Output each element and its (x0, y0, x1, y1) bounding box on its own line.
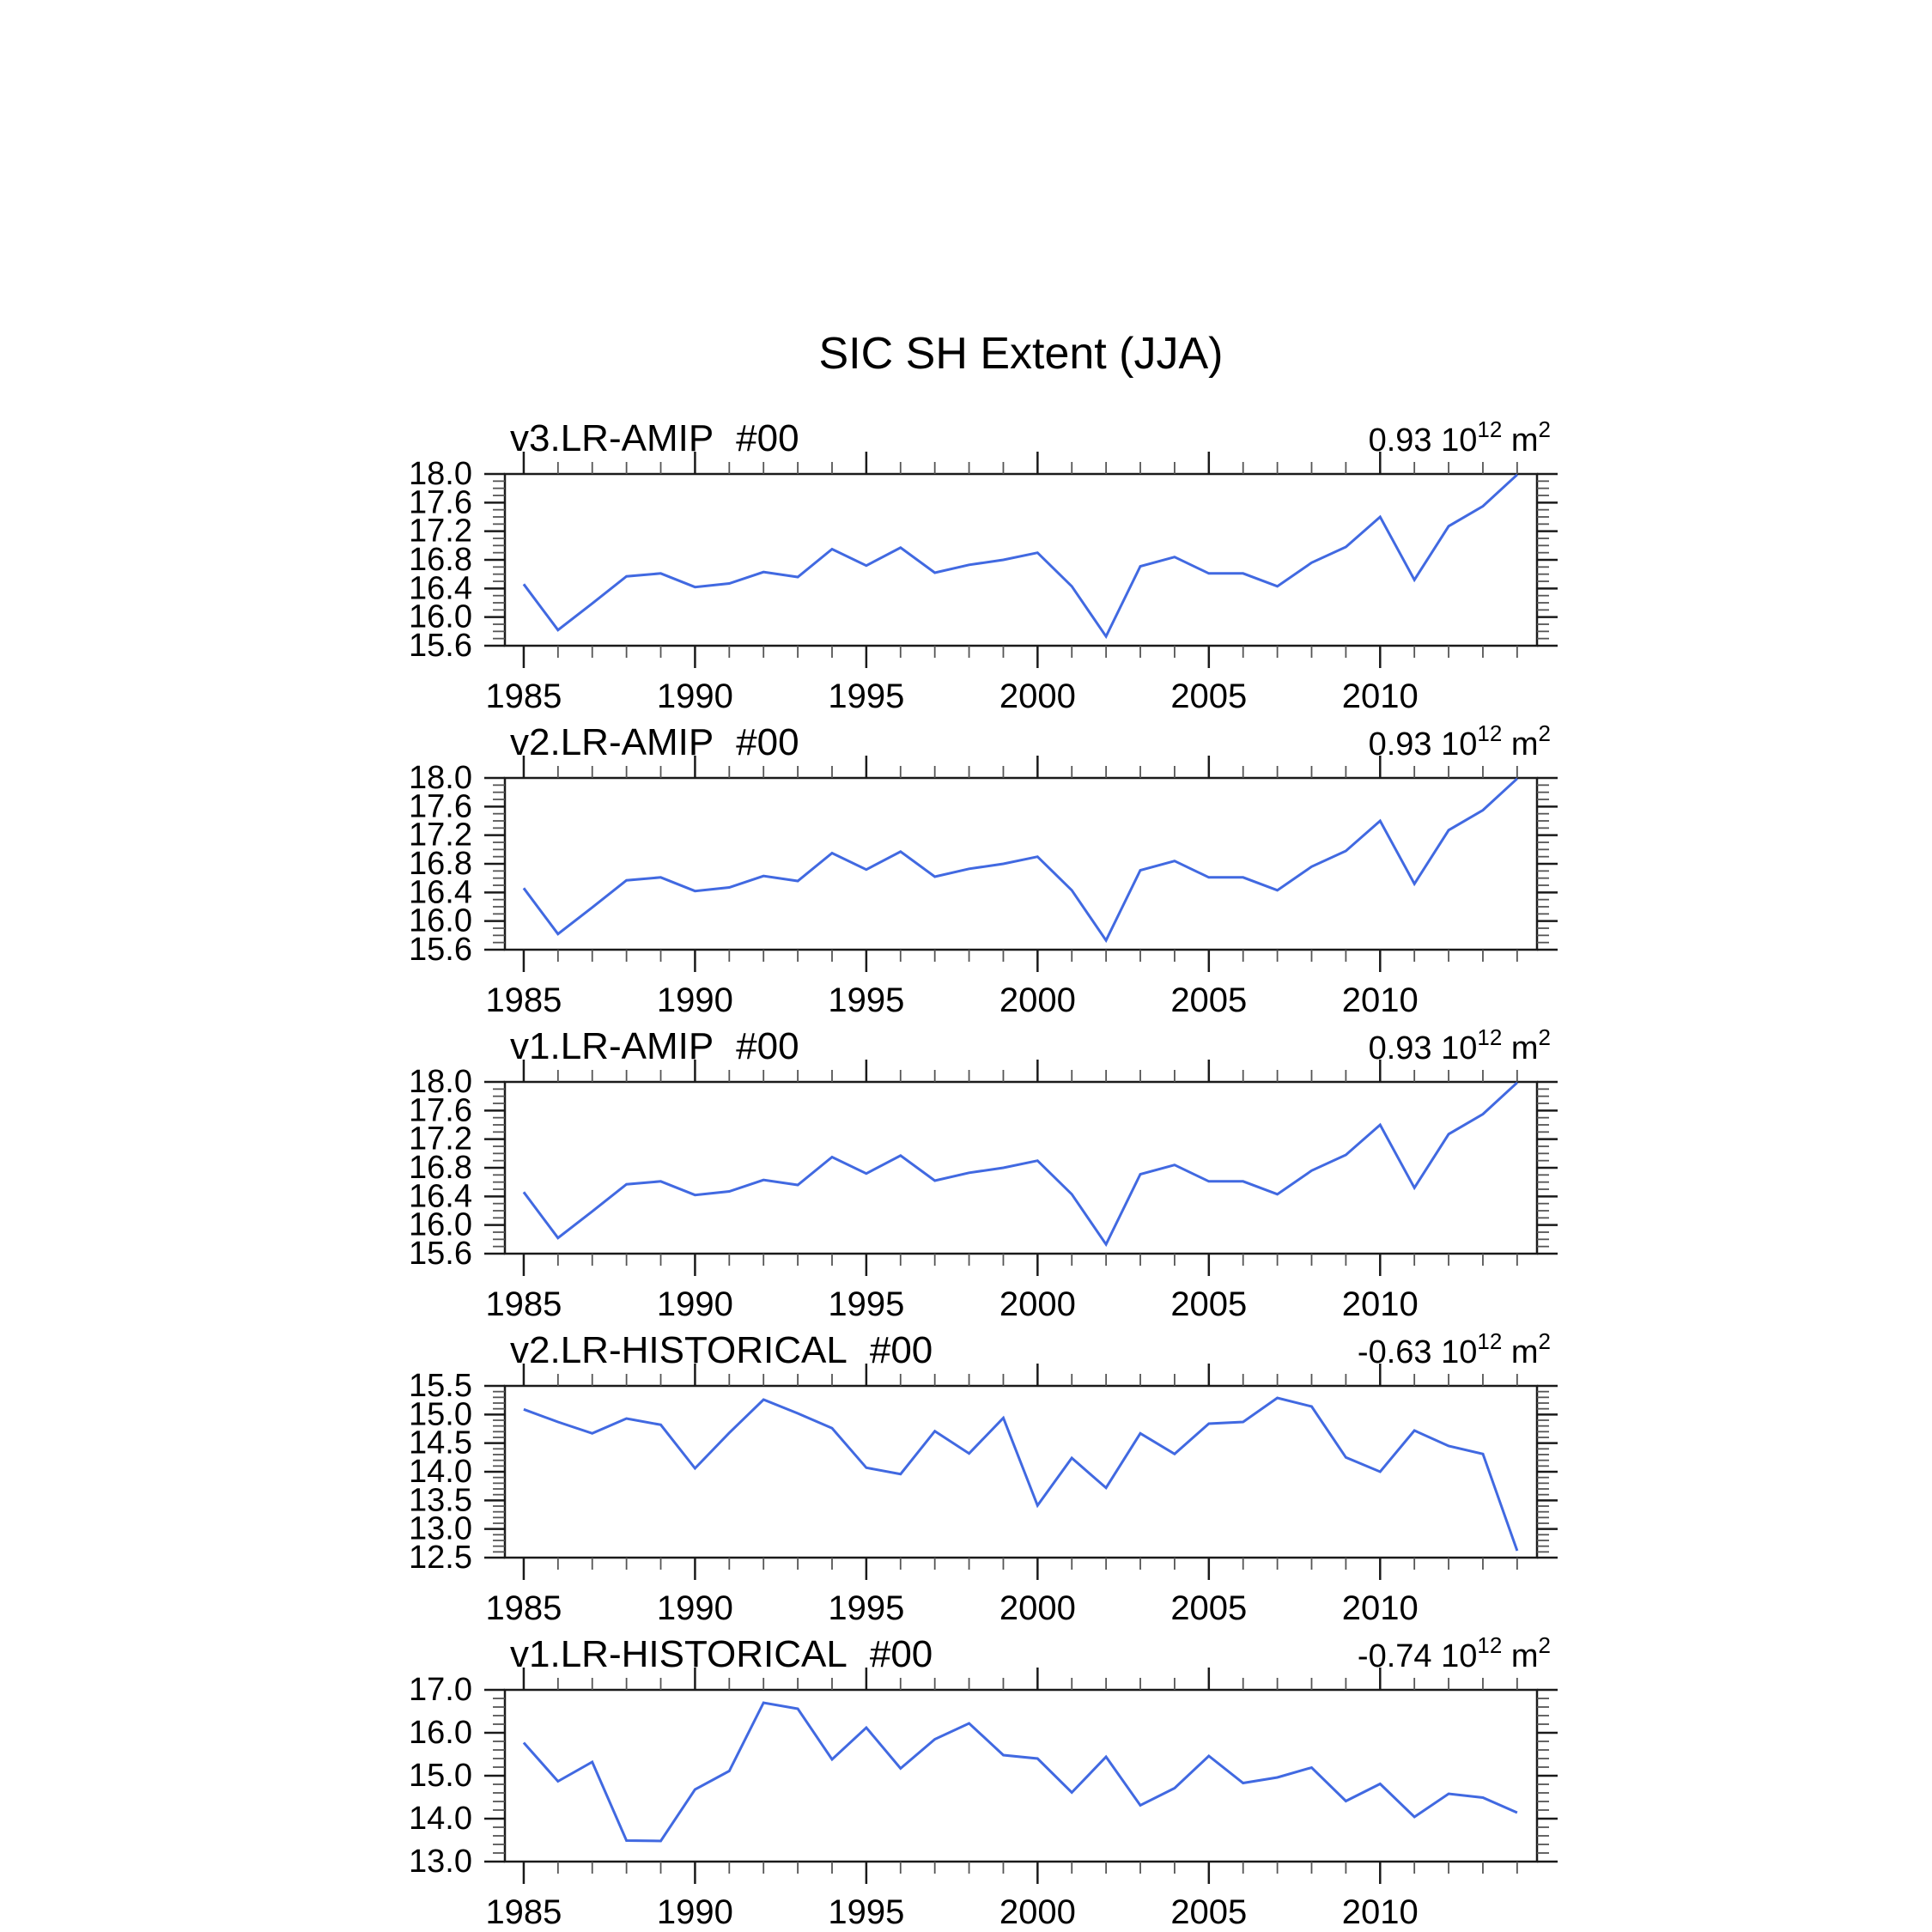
model-name: v2.LR-HISTORICAL (510, 1329, 848, 1371)
trend-base: 10 (1441, 1638, 1478, 1674)
x-tick-label: 1985 (485, 1285, 562, 1323)
x-tick-label: 2010 (1341, 981, 1419, 1019)
run-id: #00 (736, 721, 799, 763)
y-tick-label: 17.2 (409, 1121, 472, 1157)
trend-value: 0.93 (1368, 1030, 1432, 1066)
x-tick-label: 1985 (485, 1589, 562, 1627)
trend-exponent: 12 (1477, 1024, 1503, 1050)
x-tick-label: 1985 (485, 981, 562, 1019)
data-line-v3.LR-AMIP (524, 475, 1517, 636)
y-tick-label: 16.8 (409, 846, 472, 882)
trend-base: 10 (1441, 1030, 1478, 1066)
trend-base: 10 (1441, 1334, 1478, 1370)
trend-exponent: 12 (1477, 720, 1503, 746)
model-name: v3.LR-AMIP (510, 417, 714, 459)
y-tick-label: 18.0 (409, 456, 472, 492)
x-tick-label: 2010 (1341, 1893, 1419, 1931)
y-tick-label: 16.8 (409, 1150, 472, 1186)
y-tick-label: 17.2 (409, 513, 472, 550)
y-tick-label: 16.0 (409, 902, 472, 939)
trend-value: 0.93 (1368, 422, 1432, 459)
plot-svg (343, 718, 1597, 1027)
trend-base: 10 (1441, 422, 1478, 459)
y-tick-label: 17.6 (409, 788, 472, 825)
y-tick-label: 14.5 (409, 1425, 472, 1461)
run-id: #00 (736, 1025, 799, 1067)
x-tick-label: 2005 (1170, 1285, 1248, 1323)
x-tick-label: 1990 (656, 981, 733, 1019)
x-tick-label: 1995 (828, 1285, 905, 1323)
x-tick-label: 2000 (999, 1589, 1076, 1627)
y-tick-label: 13.0 (409, 1510, 472, 1547)
y-tick-label: 15.0 (409, 1396, 472, 1433)
axis-box (505, 1690, 1537, 1862)
y-tick-label: 16.0 (409, 1715, 472, 1751)
y-tick-label: 16.8 (409, 542, 472, 578)
x-tick-label: 2010 (1341, 1589, 1419, 1627)
x-tick-label: 2000 (999, 981, 1076, 1019)
y-tick-label: 16.4 (409, 1178, 472, 1215)
trend-unit: m (1510, 422, 1539, 459)
trend-value: 0.93 (1368, 726, 1432, 762)
x-tick-label: 2005 (1170, 1589, 1248, 1627)
trend-unit-exponent: 2 (1538, 1328, 1551, 1354)
axis-box (505, 1386, 1537, 1558)
trend-unit-exponent: 2 (1538, 1024, 1551, 1050)
y-tick-label: 16.4 (409, 874, 472, 911)
trend-unit-exponent: 2 (1538, 720, 1551, 746)
data-line-v1.LR-AMIP (524, 1083, 1517, 1244)
plot-svg (343, 414, 1597, 723)
trend-unit: m (1510, 1638, 1539, 1674)
y-tick-label: 18.0 (409, 760, 472, 796)
x-tick-label: 1995 (828, 677, 905, 715)
plot-svg (343, 1326, 1597, 1635)
y-tick-label: 12.5 (409, 1540, 472, 1576)
x-tick-label: 1990 (656, 1285, 733, 1323)
trend-unit-exponent: 2 (1538, 416, 1551, 442)
data-line-v2.LR-HISTORICAL (524, 1398, 1517, 1551)
y-tick-label: 15.6 (409, 932, 472, 968)
x-tick-label: 2010 (1341, 677, 1419, 715)
x-tick-label: 2010 (1341, 1285, 1419, 1323)
y-tick-label: 15.5 (409, 1368, 472, 1404)
trend-value: -0.74 (1357, 1638, 1432, 1674)
trend-unit: m (1510, 726, 1539, 762)
run-id: #00 (869, 1329, 933, 1371)
trend-exponent: 12 (1477, 1328, 1503, 1354)
y-tick-label: 13.0 (409, 1844, 472, 1880)
data-line-v1.LR-HISTORICAL (524, 1703, 1517, 1841)
y-tick-label: 17.6 (409, 484, 472, 521)
x-tick-label: 2005 (1170, 981, 1248, 1019)
y-tick-label: 16.0 (409, 1206, 472, 1243)
trend-exponent: 12 (1477, 1632, 1503, 1658)
y-tick-label: 15.6 (409, 1236, 472, 1272)
x-tick-label: 1995 (828, 981, 905, 1019)
x-tick-label: 1985 (485, 1893, 562, 1931)
model-name: v1.LR-HISTORICAL (510, 1633, 848, 1675)
model-name: v2.LR-AMIP (510, 721, 714, 763)
y-tick-label: 15.6 (409, 628, 472, 664)
y-tick-label: 13.5 (409, 1482, 472, 1519)
x-tick-label: 1985 (485, 677, 562, 715)
x-tick-label: 2000 (999, 677, 1076, 715)
x-tick-label: 2000 (999, 1893, 1076, 1931)
trend-exponent: 12 (1477, 416, 1503, 442)
x-tick-label: 1990 (656, 677, 733, 715)
plot-svg (343, 1630, 1597, 1932)
x-tick-label: 1990 (656, 1589, 733, 1627)
y-tick-label: 17.2 (409, 817, 472, 854)
trend-unit-exponent: 2 (1538, 1632, 1551, 1658)
x-tick-label: 2005 (1170, 677, 1248, 715)
y-tick-label: 16.4 (409, 570, 472, 607)
axis-box (505, 474, 1537, 646)
model-name: v1.LR-AMIP (510, 1025, 714, 1067)
plot-svg (343, 1022, 1597, 1331)
axis-box (505, 1082, 1537, 1254)
y-tick-label: 17.6 (409, 1092, 472, 1129)
y-tick-label: 16.0 (409, 598, 472, 635)
y-tick-label: 17.0 (409, 1672, 472, 1708)
x-tick-label: 2000 (999, 1285, 1076, 1323)
run-id: #00 (736, 417, 799, 459)
y-tick-label: 14.0 (409, 1454, 472, 1490)
y-tick-label: 18.0 (409, 1064, 472, 1100)
y-tick-label: 15.0 (409, 1758, 472, 1794)
page-title: SIC SH Extent (JJA) (818, 329, 1224, 379)
axis-box (505, 778, 1537, 950)
trend-unit: m (1510, 1030, 1539, 1066)
data-line-v2.LR-AMIP (524, 779, 1517, 940)
trend-unit: m (1510, 1334, 1539, 1370)
x-tick-label: 2005 (1170, 1893, 1248, 1931)
x-tick-label: 1995 (828, 1589, 905, 1627)
trend-value: -0.63 (1357, 1334, 1432, 1370)
trend-base: 10 (1441, 726, 1478, 762)
x-tick-label: 1990 (656, 1893, 733, 1931)
y-tick-label: 14.0 (409, 1801, 472, 1837)
x-tick-label: 1995 (828, 1893, 905, 1931)
run-id: #00 (869, 1633, 933, 1675)
